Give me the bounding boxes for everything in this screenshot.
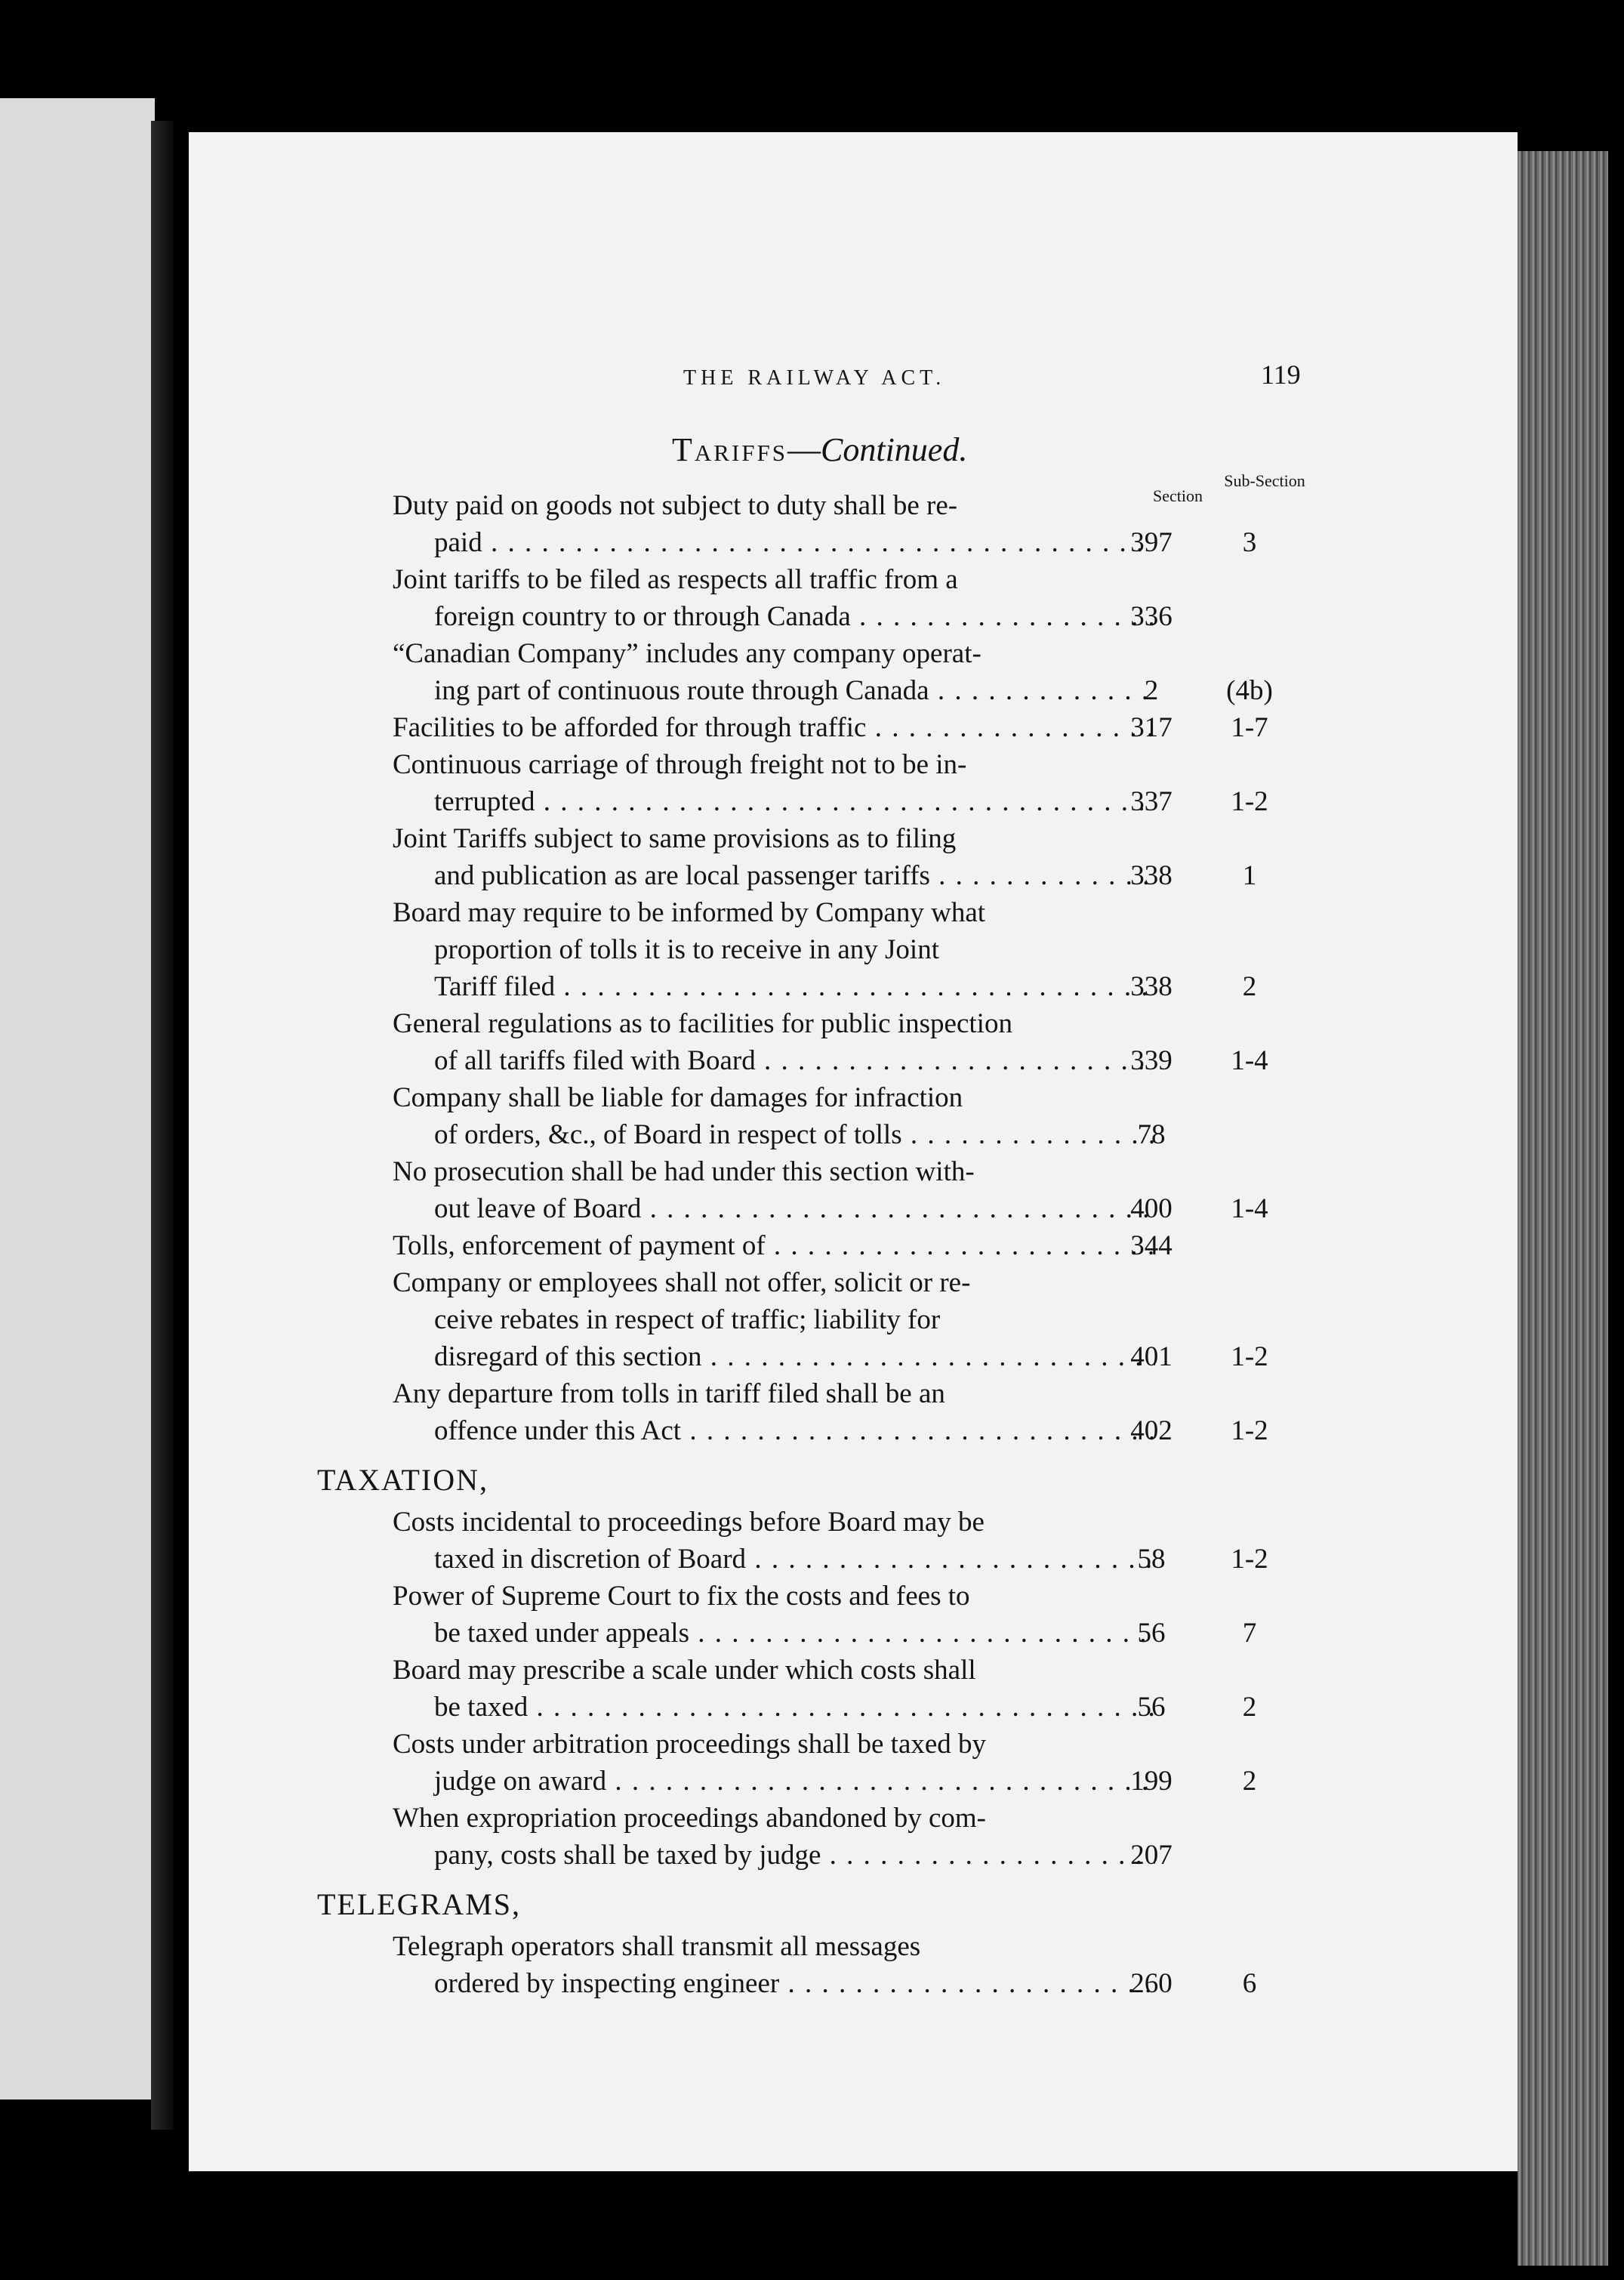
entry-line: Joint Tariffs subject to same provisions as to filing [393,823,957,854]
section-number: 344 [1130,1230,1173,1261]
subsection-number: 7 [1242,1618,1257,1649]
section-number: 58 [1137,1544,1166,1575]
index-entry [189,709,1518,746]
section-number: 401 [1130,1341,1173,1372]
index-entry [189,1578,1518,1652]
subsection-number: 3 [1242,527,1257,558]
entry-line: Power of Supreme Court to fix the costs and fees to [393,1581,970,1612]
entry-line-leader: taxed in discretion of Board . . . [393,1541,1155,1578]
entry-line: “Canadian Company” includes any company operat- [393,638,981,669]
entry-line: No prosecution shall be had under this section with- [393,1156,975,1187]
entry-text [393,1928,1155,2002]
entry-text [393,1800,1155,1874]
entry-text [393,1153,1155,1227]
subsection-number: 2 [1242,971,1257,1002]
heading-telegrams: TELEGRAMS, [317,1887,521,1921]
entry-line-leader: Tolls, enforcement of payment of . . . [393,1227,1155,1264]
subsection-number: 1-2 [1231,1415,1268,1446]
index-entry [189,1375,1518,1449]
section-number: 207 [1130,1840,1173,1871]
section-number: 56 [1137,1692,1166,1723]
column-header-subsection: Sub-Section [1224,471,1305,490]
entry-text [393,1726,1155,1800]
entry-line-leader: Tariff filed . . . [393,968,1155,1005]
entry-text [393,1079,1155,1153]
entry-line: Company shall be liable for damages for infraction [393,1082,963,1113]
title-caps: Tariffs [672,431,787,468]
index-entry [189,1726,1518,1800]
entry-text [393,1264,1155,1375]
page-number: 119 [1261,359,1301,390]
entry-text [393,1504,1155,1578]
index-entry [189,635,1518,709]
subsection-number: (4b) [1226,675,1273,706]
entry-line: ceive rebates in respect of traffic; liability for [434,1304,941,1335]
section-title [672,430,967,469]
entry-line: Joint tariffs to be filed as respects all traffic from a [393,564,958,595]
subsection-number: 1-7 [1231,712,1268,743]
entry-line: Telegraph operators shall transmit all messages [393,1931,921,1962]
title-italic: Continued. [821,431,968,468]
section-number: 402 [1130,1415,1173,1446]
entry-line: General regulations as to facilities for public inspection [393,1008,1012,1039]
entry-line-leader: out leave of Board . . . [393,1190,1155,1227]
entry-text [393,820,1155,894]
running-head: THE RAILWAY ACT. [683,366,946,390]
section-number: 339 [1130,1045,1173,1076]
entry-line: Board may require to be informed by Company what [393,897,986,928]
entry-line: proportion of tolls it is to receive in any Joint [434,934,939,965]
section-number: 397 [1130,527,1173,558]
entry-line: Costs under arbitration proceedings shall be taxed by [393,1729,987,1760]
book-gutter [151,121,174,2130]
subsection-number: 1-2 [1231,786,1268,817]
index-entry [189,1652,1518,1726]
entry-text [393,746,1155,820]
entry-line: When expropriation proceedings abandoned by com- [393,1803,986,1834]
subsection-number: 2 [1242,1692,1257,1723]
entry-text [393,894,1155,1005]
entry-line-leader: ing part of continuous route through Canada . . . [393,672,1155,709]
index-entry [189,487,1518,561]
entry-line-leader: offence under this Act . . . [393,1412,1155,1449]
heading-taxation: TAXATION, [317,1463,488,1497]
entry-text [393,487,1155,561]
subsection-number: 2 [1242,1766,1257,1797]
entry-line-leader: be taxed under appeals . . . [393,1615,1155,1652]
section-number: 317 [1130,712,1173,743]
entry-line-leader: ordered by inspecting engineer . . . [393,1965,1155,2002]
entry-line: Costs incidental to proceedings before Board may be [393,1507,985,1538]
entry-line-leader: terrupted . . . [393,783,1155,820]
section-number: 338 [1130,860,1173,891]
index-entry [189,1153,1518,1227]
subsection-number: 1-4 [1231,1193,1268,1224]
entry-line-leader: Facilities to be afforded for through traffic . . . [393,709,1155,746]
index-entry [189,561,1518,635]
entry-text [393,1227,1155,1264]
entry-text [393,1652,1155,1726]
entry-line-leader: be taxed . . . [393,1689,1155,1726]
section-number: 336 [1130,601,1173,632]
index-entry [189,1800,1518,1874]
left-page-margin [0,98,155,2100]
section-number: 400 [1130,1193,1173,1224]
subsection-number: 1-4 [1231,1045,1268,1076]
entry-text [393,709,1155,746]
index-entry [189,1928,1518,2002]
index-entry [189,746,1518,820]
section-number: 2 [1144,675,1159,706]
entry-text [393,1005,1155,1079]
subsection-number: 1-2 [1231,1341,1268,1372]
section-number: 338 [1130,971,1173,1002]
entry-line: Any departure from tolls in tariff filed shall be an [393,1378,945,1409]
entry-line: Board may prescribe a scale under which costs shall [393,1655,976,1686]
index-entry [189,1227,1518,1264]
index-entries [189,487,1518,2002]
subsection-number: 6 [1242,1968,1257,1999]
section-number: 260 [1130,1968,1173,1999]
entry-line-leader: and publication as are local passenger tariffs . . . [393,857,1155,894]
title-dash: — [787,431,821,468]
column-header-section: Section [1153,486,1203,505]
section-number: 78 [1137,1119,1166,1150]
entry-line-leader: paid . . . [393,524,1155,561]
index-entry [189,1504,1518,1578]
entry-line: Duty paid on goods not subject to duty shall be re- [393,490,958,521]
subsection-number: 1-2 [1231,1544,1268,1575]
entry-line-leader: foreign country to or through Canada . . . [393,598,1155,635]
entry-line: Continuous carriage of through freight not to be in- [393,749,967,780]
subsection-number: 1 [1242,860,1257,891]
entry-line-leader: judge on award . . . [393,1763,1155,1800]
section-number: 337 [1130,786,1173,817]
entry-line-leader: pany, costs shall be taxed by judge . . . [393,1837,1155,1874]
index-entry [189,1079,1518,1153]
index-entry [189,1264,1518,1375]
entry-text [393,1375,1155,1449]
book-page [189,132,1518,2171]
section-number: 56 [1137,1618,1166,1649]
entry-text [393,1578,1155,1652]
page-edges [1518,151,1608,2266]
entry-text [393,561,1155,635]
entry-line-leader: disregard of this section . . . [393,1338,1155,1375]
entry-line-leader: of all tariffs filed with Board . . . [393,1042,1155,1079]
index-entry [189,1005,1518,1079]
index-entry [189,894,1518,1005]
entry-line-leader: of orders, &c., of Board in respect of tolls . . . [393,1116,1155,1153]
section-number: 199 [1130,1766,1173,1797]
index-entry [189,820,1518,894]
entry-line: Company or employees shall not offer, solicit or re- [393,1267,971,1298]
entry-text [393,635,1155,709]
